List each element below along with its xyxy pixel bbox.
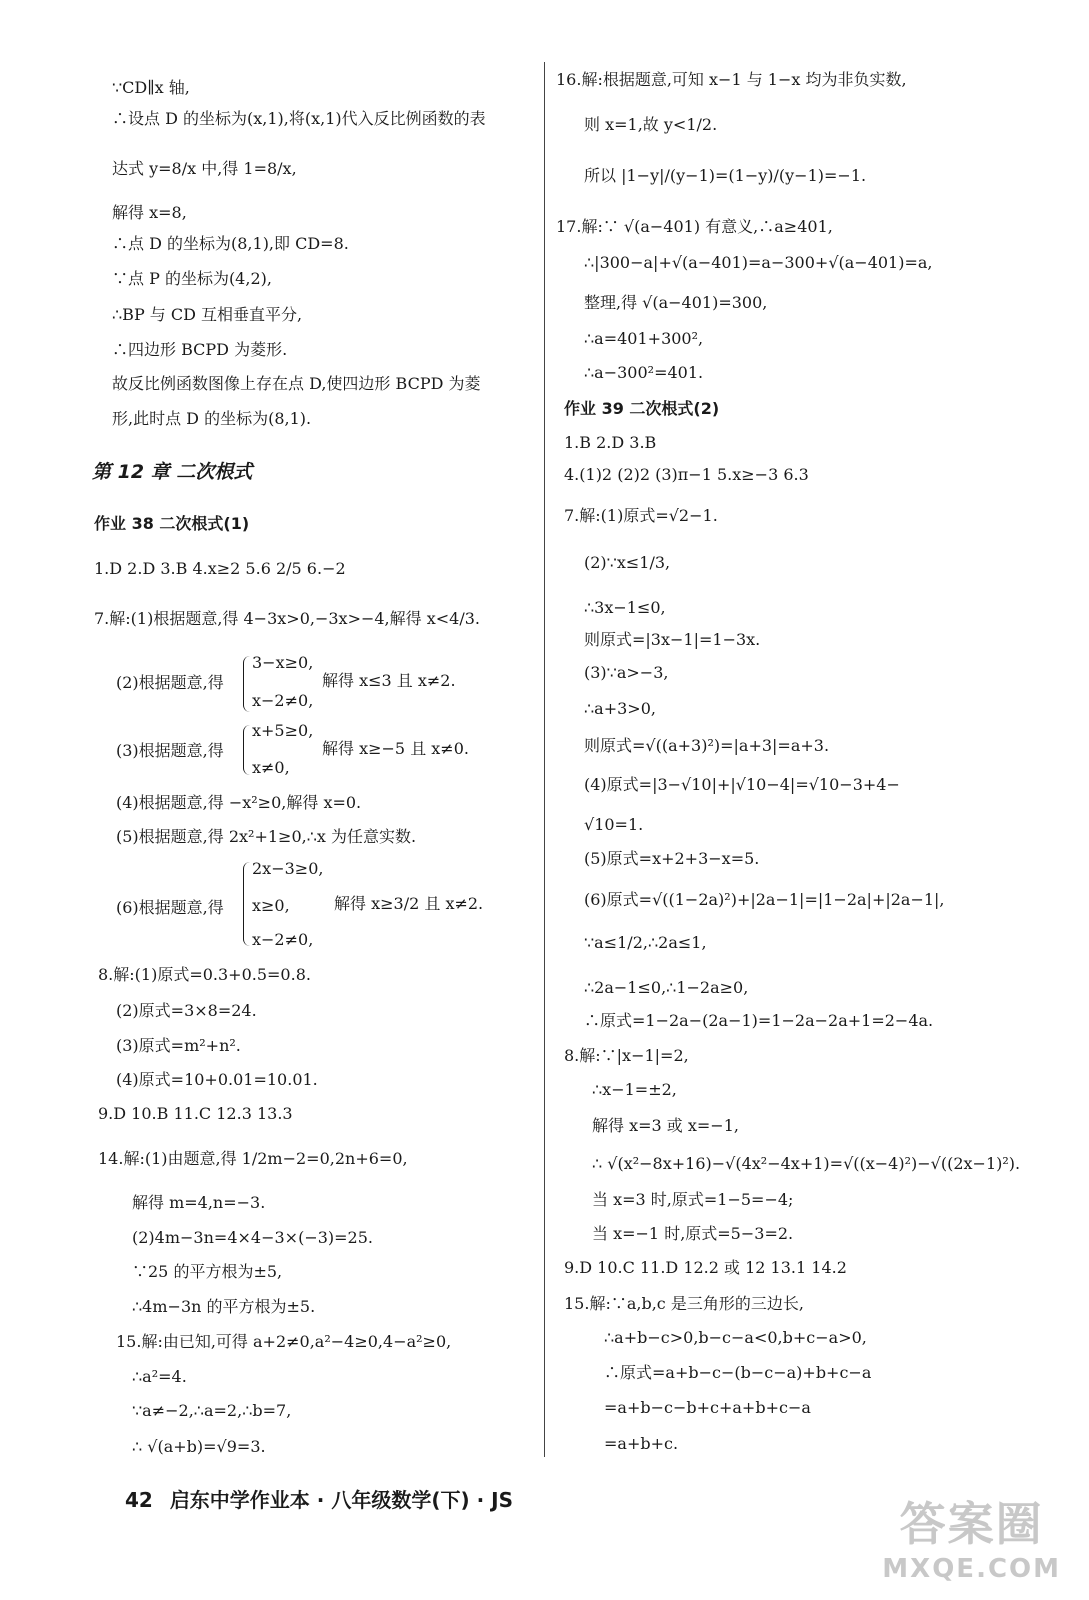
text-line: 整理,得 √(a−401)=300, <box>584 293 768 312</box>
text-line: ∴点 D 的坐标为(8,1),即 CD=8. <box>112 234 349 253</box>
page-number: 42 <box>125 1488 153 1512</box>
page-footer <box>125 1484 513 1513</box>
section-heading: 作业 38 二次根式(1) <box>94 514 250 533</box>
text-line: ∴a+b−c>0,b−c−a<0,b+c−a>0, <box>604 1328 867 1347</box>
text-line: (6)根据题意,得 <box>116 898 224 917</box>
column-divider <box>544 62 545 1457</box>
text-line: 1.D 2.D 3.B 4.x≥2 5.6 2/5 6.−2 <box>94 559 346 578</box>
text-line: 1.B 2.D 3.B <box>564 433 657 452</box>
text-line: 解得 x=8, <box>112 203 187 222</box>
text-line: 2x−3≥0, <box>252 859 324 878</box>
text-line: ∴2a−1≤0,∴1−2a≥0, <box>584 978 749 997</box>
text-line: ∴原式=1−2a−(2a−1)=1−2a−2a+1=2−4a. <box>584 1011 934 1030</box>
watermark-url: MXQE.COM <box>882 1554 1061 1584</box>
text-line: 解得 m=4,n=−3. <box>132 1193 266 1212</box>
text-line: 4.(1)2 (2)2 (3)π−1 5.x≥−3 6.3 <box>564 465 809 484</box>
text-line: (3)原式=m²+n². <box>116 1036 241 1055</box>
text-line: ∴原式=a+b−c−(b−c−a)+b+c−a <box>604 1363 872 1382</box>
text-line: (2)4m−3n=4×4−3×(−3)=25. <box>132 1228 373 1247</box>
text-line: =a+b−c−b+c+a+b+c−a <box>604 1398 811 1417</box>
brace <box>243 862 250 946</box>
brace <box>243 656 250 712</box>
text-line: 9.D 10.B 11.C 12.3 13.3 <box>98 1104 293 1123</box>
text-line: 解得 x≤3 且 x≠2. <box>322 671 456 690</box>
text-line: ∵点 P 的坐标为(4,2), <box>112 269 272 288</box>
book-title: 启东中学作业本 · 八年级数学(下) · JS <box>169 1488 513 1512</box>
text-line: ∴BP 与 CD 互相垂直平分, <box>112 305 303 324</box>
text-line: ∴4m−3n 的平方根为±5. <box>132 1297 316 1316</box>
text-line: x≥0, <box>252 896 290 915</box>
text-line: 所以 |1−y|/(y−1)=(1−y)/(y−1)=−1. <box>584 166 867 185</box>
text-line: ∴设点 D 的坐标为(x,1),将(x,1)代入反比例函数的表 <box>112 109 486 128</box>
text-line: (4)原式=|3−√10|+|√10−4|=√10−3+4− <box>584 775 900 794</box>
text-line: x≠0, <box>252 758 290 777</box>
section-heading: 作业 39 二次根式(2) <box>564 399 720 418</box>
text-line: 7.解:(1)原式=√2−1. <box>564 506 718 525</box>
watermark-logo: 答案圈 <box>899 1497 1044 1551</box>
text-line: ∴3x−1≤0, <box>584 598 666 617</box>
text-line: 14.解:(1)由题意,得 1/2m−2=0,2n+6=0, <box>98 1149 408 1168</box>
text-line: 17.解:∵ √(a−401) 有意义,∴a≥401, <box>556 217 833 236</box>
text-line: (2)根据题意,得 <box>116 673 224 692</box>
text-line: 形,此时点 D 的坐标为(8,1). <box>112 409 312 428</box>
text-line: =a+b+c. <box>604 1434 679 1453</box>
text-line: x−2≠0, <box>252 691 314 710</box>
text-line: ∴ √(a+b)=√9=3. <box>132 1437 266 1456</box>
text-line: ∴ √(x²−8x+16)−√(4x²−4x+1)=√((x−4)²)−√((2x−1)²). <box>592 1154 1021 1173</box>
text-line: (2)∵x≤1/3, <box>584 553 671 572</box>
text-line: 达式 y=8/x 中,得 1=8/x, <box>112 159 297 178</box>
text-line: 则原式=|3x−1|=1−3x. <box>584 630 761 649</box>
text-line: 则 x=1,故 y<1/2. <box>584 115 718 134</box>
text-line: x−2≠0, <box>252 930 314 949</box>
text-line: 9.D 10.C 11.D 12.2 或 12 13.1 14.2 <box>564 1258 847 1277</box>
text-line: ∴a²=4. <box>132 1367 187 1386</box>
text-line: ∴a−300²=401. <box>584 363 704 382</box>
text-line: ∵a≠−2,∴a=2,∴b=7, <box>132 1401 292 1420</box>
text-line: 解得 x=3 或 x=−1, <box>592 1116 739 1135</box>
text-line: ∴四边形 BCPD 为菱形. <box>112 340 288 359</box>
text-line: 解得 x≥3/2 且 x≠2. <box>334 894 484 913</box>
text-line: 则原式=√((a+3)²)=|a+3|=a+3. <box>584 736 830 755</box>
text-line: 当 x=−1 时,原式=5−3=2. <box>592 1224 794 1243</box>
text-line: 8.解:∵|x−1|=2, <box>564 1046 689 1065</box>
text-line: ∴x−1=±2, <box>592 1080 677 1099</box>
text-line: 故反比例函数图像上存在点 D,使四边形 BCPD 为菱 <box>112 374 481 393</box>
watermark <box>882 1488 1061 1584</box>
brace <box>243 725 250 775</box>
text-line: 7.解:(1)根据题意,得 4−3x>0,−3x>−4,解得 x<4/3. <box>94 609 480 628</box>
text-line: ∴a+3>0, <box>584 699 656 718</box>
text-line: (2)原式=3×8=24. <box>116 1001 257 1020</box>
text-line: 当 x=3 时,原式=1−5=−4; <box>592 1190 794 1209</box>
text-line: 15.解:由已知,可得 a+2≠0,a²−4≥0,4−a²≥0, <box>116 1332 452 1351</box>
text-line: 15.解:∵a,b,c 是三角形的三边长, <box>564 1294 804 1313</box>
text-line: 解得 x≥−5 且 x≠0. <box>322 739 469 758</box>
text-line: (4)根据题意,得 −x²≥0,解得 x=0. <box>116 793 362 812</box>
text-line: ∴a=401+300², <box>584 329 704 348</box>
text-line: (3)根据题意,得 <box>116 741 224 760</box>
text-line: ∵25 的平方根为±5, <box>132 1262 283 1281</box>
text-line: x+5≥0, <box>252 721 314 740</box>
text-line: (5)根据题意,得 2x²+1≥0,∴x 为任意实数. <box>116 827 417 846</box>
text-line: √10=1. <box>584 815 644 834</box>
text-line: 8.解:(1)原式=0.3+0.5=0.8. <box>98 965 311 984</box>
text-line: 16.解:根据题意,可知 x−1 与 1−x 均为非负实数, <box>556 70 907 89</box>
text-line: (6)原式=√((1−2a)²)+|2a−1|=|1−2a|+|2a−1|, <box>584 890 945 909</box>
text-line: ∵a≤1/2,∴2a≤1, <box>584 933 707 952</box>
chapter-heading: 第 12 章 二次根式 <box>92 461 253 483</box>
text-line: ∵CD∥x 轴, <box>112 78 190 97</box>
text-line: 3−x≥0, <box>252 653 314 672</box>
text-line: (3)∵a>−3, <box>584 663 669 682</box>
text-line: (5)原式=x+2+3−x=5. <box>584 849 760 868</box>
text-line: ∴|300−a|+√(a−401)=a−300+√(a−401)=a, <box>584 253 933 272</box>
text-line: (4)原式=10+0.01=10.01. <box>116 1070 318 1089</box>
